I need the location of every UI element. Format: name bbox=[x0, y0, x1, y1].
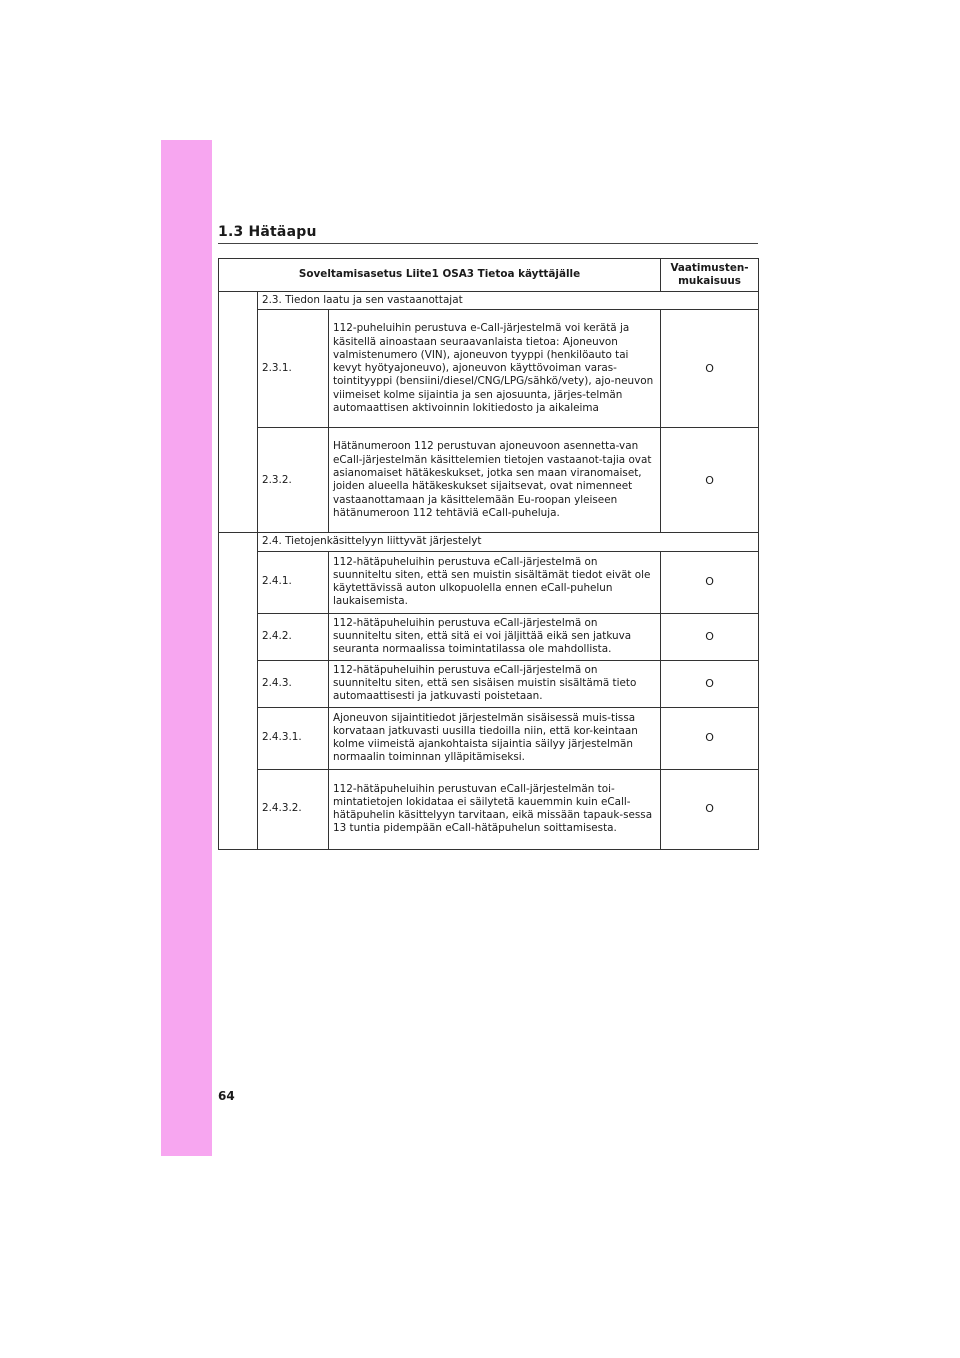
table-row bbox=[219, 428, 759, 533]
row-text: Hätänumeroon 112 perustuvan ajoneuvoon asennetta-van eCall-järjestelmän käsittelemien tietojen vastaanot-tajia ovat asianomaiset hätäkeskukset, jotka sen maan viranomaiset, joiden alueella hätäkeskukset sijaitsevat, ovat nimenneet vastaanottamaan ja käsittelemään Eu-roopan yleiseen hätänumeroon 112 tehtäviä eCall-puheluja. bbox=[329, 428, 661, 533]
group-title: 2.3. Tiedon laatu ja sen vastaanottajat bbox=[258, 292, 759, 310]
title-rule bbox=[218, 243, 758, 244]
page-number: 64 bbox=[218, 1089, 235, 1103]
side-color-band bbox=[161, 140, 212, 1156]
group-title-row bbox=[219, 292, 759, 310]
table-row bbox=[219, 551, 759, 613]
table-row bbox=[219, 660, 759, 707]
table-row bbox=[219, 310, 759, 428]
header-requirement: Soveltamisasetus Liite1 OSA3 Tietoa käyttäjälle bbox=[219, 259, 661, 292]
row-number: 2.4.1. bbox=[258, 551, 329, 613]
group-title: 2.4. Tietojenkäsittelyyn liittyvät järjestelyt bbox=[258, 533, 759, 551]
group-indent-cell bbox=[219, 533, 258, 849]
row-number: 2.4.3.1. bbox=[258, 707, 329, 769]
row-text: 112-hätäpuheluihin perustuva eCall-järjestelmä on suunniteltu siten, että sitä ei voi jäljittää eikä sen jatkuva seuranta normaalissa toimintatilassa ole mahdollista. bbox=[329, 613, 661, 660]
row-number: 2.3.1. bbox=[258, 310, 329, 428]
row-compliance: O bbox=[661, 310, 759, 428]
row-number: 2.4.3. bbox=[258, 660, 329, 707]
row-compliance: O bbox=[661, 769, 759, 849]
row-text: Ajoneuvon sijaintitiedot järjestelmän sisäisessä muis-tissa korvataan jatkuvasti uusilla tiedoilla niin, että kor-keintaan kolme viimeistä ajankohtaista sijaintia säilyy järjestelmän normaalin toiminnan ylläpitämiseksi. bbox=[329, 707, 661, 769]
row-text: 112-hätäpuheluihin perustuva eCall-järjestelmä on suunniteltu siten, että sen muistin sisältämät tiedot eivät ole käytettävissä auton ulkopuolella ennen eCall-puhelun laukaisemista. bbox=[329, 551, 661, 613]
table-row bbox=[219, 769, 759, 849]
table-row bbox=[219, 707, 759, 769]
row-compliance: O bbox=[661, 660, 759, 707]
row-compliance: O bbox=[661, 428, 759, 533]
row-number: 2.4.2. bbox=[258, 613, 329, 660]
group-indent-cell bbox=[219, 292, 258, 533]
row-number: 2.3.2. bbox=[258, 428, 329, 533]
table-header-row bbox=[219, 259, 759, 292]
row-compliance: O bbox=[661, 613, 759, 660]
row-text: 112-puheluihin perustuva e-Call-järjestelmä voi kerätä ja käsitellä ainoastaan seuraavanlaista tietoa: Ajoneuvon valmistenumero (VIN), ajoneuvon tyyppi (henkilöauto tai kevyt hyötyajoneuvo), ajoneuvon käyttövoiman varas-tointityyppi (bensiini/diesel/CNG/LPG/sähkö/vety), ajo-neuvon viimeiset kolme sijaintia ja sen ajosuunta, järjes-telmän automaattisen aktivoinnin lokitiedosto ja aikaleima bbox=[329, 310, 661, 428]
table-row bbox=[219, 613, 759, 660]
section-title: 1.3 Hätäapu bbox=[218, 224, 317, 240]
row-text: 112-hätäpuheluihin perustuva eCall-järjestelmä on suunniteltu siten, että sen sisäisen muistin sisältämä tieto automaattisesti ja jatkuvasti poistetaan. bbox=[329, 660, 661, 707]
row-compliance: O bbox=[661, 551, 759, 613]
row-compliance: O bbox=[661, 707, 759, 769]
row-text: 112-hätäpuheluihin perustuvan eCall-järjestelmän toi-mintatietojen lokidataa ei säilytetä kauemmin kuin eCall-hätäpuhelin käsittelyyn tarvitaan, eikä missään tapauk-sessa 13 tuntia pidempään eCall-hätäpuhelun soittamisesta. bbox=[329, 769, 661, 849]
row-number: 2.4.3.2. bbox=[258, 769, 329, 849]
group-title-row bbox=[219, 533, 759, 551]
requirements-table bbox=[218, 258, 759, 850]
header-compliance: Vaatimusten- mukaisuus bbox=[661, 259, 759, 292]
